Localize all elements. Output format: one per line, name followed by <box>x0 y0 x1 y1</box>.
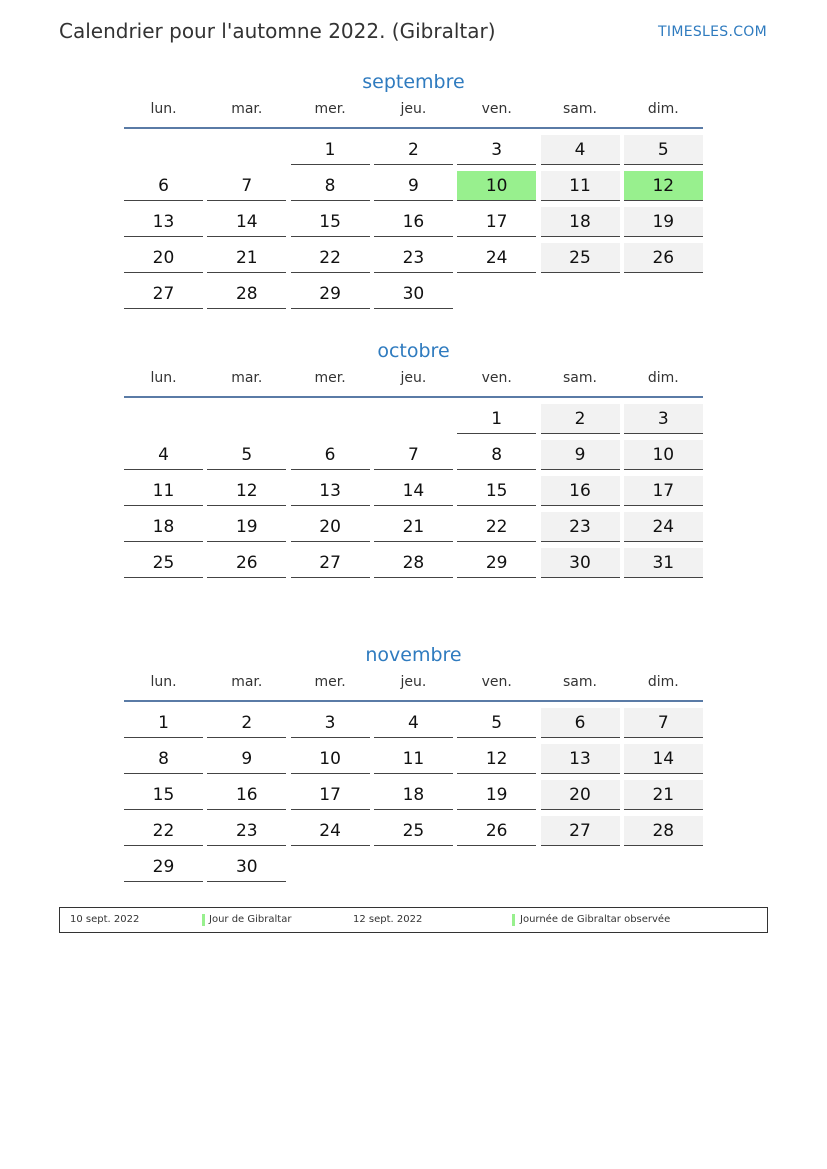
day-cell: 23 <box>541 512 620 542</box>
day-cell: 28 <box>374 548 453 578</box>
day-cell: 4 <box>124 440 203 470</box>
site-link[interactable]: TIMESLES.COM <box>658 24 767 40</box>
weekday-label: mar. <box>231 674 263 690</box>
day-cell: 19 <box>624 207 703 237</box>
day-cell: 7 <box>374 440 453 470</box>
day-cell: 21 <box>624 780 703 810</box>
day-cell: 22 <box>291 243 370 273</box>
day-cell: 3 <box>457 135 536 165</box>
day-cell: 10 <box>457 171 536 201</box>
legend-date-2: 12 sept. 2022 <box>353 914 423 925</box>
day-cell: 19 <box>457 780 536 810</box>
day-cell: 24 <box>624 512 703 542</box>
weekday-label: jeu. <box>400 101 427 117</box>
day-cell: 11 <box>541 171 620 201</box>
day-cell: 17 <box>291 780 370 810</box>
holiday-legend <box>59 907 768 933</box>
day-cell: 9 <box>541 440 620 470</box>
day-cell: 2 <box>207 708 286 738</box>
day-cell: 30 <box>207 852 286 882</box>
day-cell: 8 <box>124 744 203 774</box>
holiday-marker-icon <box>512 914 515 926</box>
day-cell: 18 <box>541 207 620 237</box>
day-cell: 2 <box>541 404 620 434</box>
day-cell: 25 <box>374 816 453 846</box>
holiday-marker-icon <box>202 914 205 926</box>
weekday-label: lun. <box>150 101 177 117</box>
day-cell: 5 <box>624 135 703 165</box>
day-cell: 28 <box>624 816 703 846</box>
month-novembre <box>124 641 703 882</box>
day-cell: 20 <box>541 780 620 810</box>
day-cell: 30 <box>541 548 620 578</box>
day-cell: 1 <box>457 404 536 434</box>
day-cell: 19 <box>207 512 286 542</box>
day-cell: 20 <box>291 512 370 542</box>
day-cell: 10 <box>291 744 370 774</box>
day-cell: 15 <box>124 780 203 810</box>
day-cell: 18 <box>124 512 203 542</box>
day-cell: 3 <box>291 708 370 738</box>
legend-label-1: Jour de Gibraltar <box>209 914 292 925</box>
day-cell: 26 <box>207 548 286 578</box>
day-cell: 13 <box>291 476 370 506</box>
day-cell: 27 <box>124 279 203 309</box>
day-cell: 18 <box>374 780 453 810</box>
day-cell: 15 <box>457 476 536 506</box>
weekday-header <box>124 368 703 398</box>
weekday-label: dim. <box>647 101 679 117</box>
day-cell: 10 <box>624 440 703 470</box>
day-grid <box>124 129 703 309</box>
day-cell: 15 <box>291 207 370 237</box>
day-cell: 7 <box>207 171 286 201</box>
day-grid <box>124 398 703 578</box>
day-cell: 4 <box>541 135 620 165</box>
day-cell: 14 <box>207 207 286 237</box>
day-cell: 16 <box>541 476 620 506</box>
day-cell: 12 <box>457 744 536 774</box>
day-cell: 26 <box>457 816 536 846</box>
day-cell: 25 <box>541 243 620 273</box>
day-cell: 23 <box>374 243 453 273</box>
day-cell: 1 <box>124 708 203 738</box>
day-cell: 2 <box>374 135 453 165</box>
legend-label-2: Journée de Gibraltar observée <box>520 914 671 925</box>
day-cell: 25 <box>124 548 203 578</box>
weekday-label: lun. <box>150 674 177 690</box>
day-cell: 27 <box>541 816 620 846</box>
page-title: Calendrier pour l'automne 2022. (Gibraltar) <box>59 19 496 43</box>
day-cell: 16 <box>207 780 286 810</box>
day-cell: 21 <box>374 512 453 542</box>
legend-date-1: 10 sept. 2022 <box>70 914 140 925</box>
day-cell: 9 <box>207 744 286 774</box>
day-cell: 29 <box>291 279 370 309</box>
month-octobre <box>124 337 703 578</box>
day-cell: 7 <box>624 708 703 738</box>
day-cell: 22 <box>457 512 536 542</box>
day-cell: 22 <box>124 816 203 846</box>
day-cell: 9 <box>374 171 453 201</box>
day-cell: 29 <box>124 852 203 882</box>
weekday-label: ven. <box>481 370 512 386</box>
day-cell: 5 <box>457 708 536 738</box>
day-cell: 31 <box>624 548 703 578</box>
weekday-label: dim. <box>647 674 679 690</box>
weekday-label: mer. <box>314 101 346 117</box>
weekday-label: ven. <box>481 101 512 117</box>
day-cell: 17 <box>624 476 703 506</box>
weekday-header <box>124 99 703 129</box>
day-cell: 8 <box>291 171 370 201</box>
day-cell: 14 <box>624 744 703 774</box>
weekday-label: mar. <box>231 101 263 117</box>
day-cell: 24 <box>457 243 536 273</box>
weekday-label: jeu. <box>400 674 427 690</box>
weekday-label: mar. <box>231 370 263 386</box>
day-cell: 26 <box>624 243 703 273</box>
day-cell: 20 <box>124 243 203 273</box>
weekday-label: sam. <box>563 674 597 690</box>
weekday-label: jeu. <box>400 370 427 386</box>
month-title: septembre <box>362 71 465 93</box>
day-cell: 1 <box>291 135 370 165</box>
month-title: octobre <box>377 340 450 362</box>
weekday-label: lun. <box>150 370 177 386</box>
day-cell: 12 <box>624 171 703 201</box>
weekday-label: sam. <box>563 370 597 386</box>
day-cell: 6 <box>124 171 203 201</box>
day-cell: 14 <box>374 476 453 506</box>
weekday-label: sam. <box>563 101 597 117</box>
weekday-label: dim. <box>647 370 679 386</box>
weekday-label: mer. <box>314 370 346 386</box>
day-cell: 6 <box>291 440 370 470</box>
day-cell: 30 <box>374 279 453 309</box>
day-cell: 13 <box>541 744 620 774</box>
day-cell: 13 <box>124 207 203 237</box>
day-cell: 5 <box>207 440 286 470</box>
day-cell: 29 <box>457 548 536 578</box>
day-cell: 6 <box>541 708 620 738</box>
day-cell: 27 <box>291 548 370 578</box>
day-cell: 11 <box>374 744 453 774</box>
day-cell: 12 <box>207 476 286 506</box>
day-cell: 23 <box>207 816 286 846</box>
day-cell: 17 <box>457 207 536 237</box>
day-cell: 24 <box>291 816 370 846</box>
month-septembre <box>124 68 703 309</box>
day-cell: 28 <box>207 279 286 309</box>
day-grid <box>124 702 703 882</box>
day-cell: 21 <box>207 243 286 273</box>
weekday-header <box>124 672 703 702</box>
day-cell: 4 <box>374 708 453 738</box>
day-cell: 3 <box>624 404 703 434</box>
weekday-label: mer. <box>314 674 346 690</box>
month-title: novembre <box>365 644 462 666</box>
day-cell: 11 <box>124 476 203 506</box>
day-cell: 16 <box>374 207 453 237</box>
weekday-label: ven. <box>481 674 512 690</box>
day-cell: 8 <box>457 440 536 470</box>
